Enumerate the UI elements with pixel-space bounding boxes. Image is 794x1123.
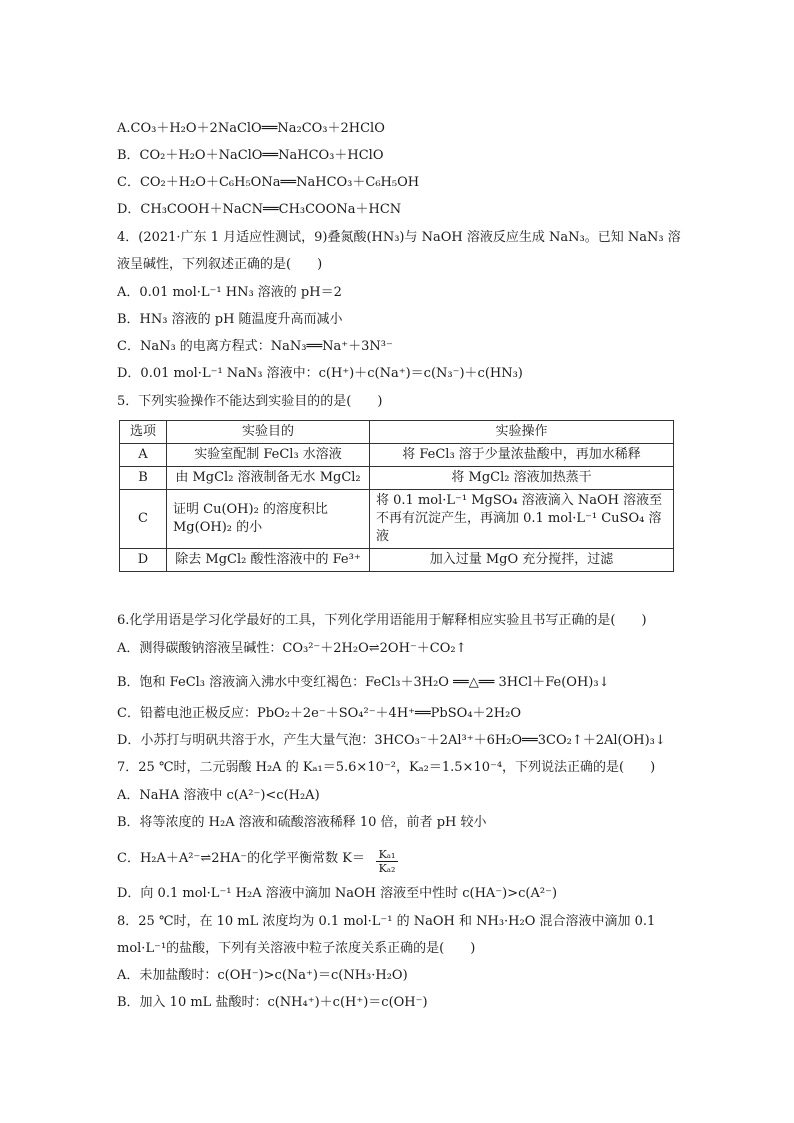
q8-option-a: A．未加盐酸时：c(OH⁻)>c(Na⁺)＝c(NH₃·H₂O) bbox=[117, 968, 408, 983]
q7-option-d: D．向 0.1 mol·L⁻¹ H₂A 溶液中滴加 NaOH 溶液至中性时 c(HA⁻)>c(A²⁻) bbox=[117, 886, 558, 901]
q3-option-b: B．CO₂＋H₂O＋NaClO══NaHCO₃＋HClO bbox=[117, 148, 384, 163]
q3-option-d: D．CH₃COOH＋NaCN══CH₃COONa＋HCN bbox=[117, 202, 402, 217]
q4-stem: 4．(2021·广东 1 月适应性测试，9)叠氮酸(HN₃)与 NaOH 溶液反应生成 NaN₃。已知 NaN₃ 溶 bbox=[117, 230, 681, 245]
q4-option-a: A．0.01 mol·L⁻¹ HN₃ 溶液的 pH＝2 bbox=[117, 285, 342, 300]
table-row bbox=[120, 444, 674, 467]
q4-option-c: C．NaN₃ 的电离方程式：NaN₃══Na⁺＋3N³⁻ bbox=[117, 339, 393, 354]
table-row bbox=[120, 549, 674, 572]
q4-option-b: B．HN₃ 溶液的 pH 随温度升高而减小 bbox=[117, 312, 343, 327]
table-cell-operation: 将 FeCl₃ 溶于少量浓盐酸中，再加水稀释 bbox=[370, 444, 674, 467]
q7-option-c-fraction bbox=[376, 848, 398, 875]
table-cell-operation: 将 0.1 mol·L⁻¹ MgSO₄ 溶液滴入 NaOH 溶液至不再有沉淀产生，再滴加 0.1 mol·L⁻¹ CuSO₄ 溶液 bbox=[370, 490, 674, 549]
table-cell-operation: 将 MgCl₂ 溶液加热蒸干 bbox=[370, 467, 674, 490]
q8-stem-cont: mol·L⁻¹的盐酸，下列有关溶液中粒子浓度关系正确的是( ) bbox=[117, 941, 476, 956]
table-cell-purpose: 实验室配制 FeCl₃ 水溶液 bbox=[167, 444, 370, 467]
q6-stem: 6.化学用语是学习化学最好的工具，下列化学用语能用于解释相应实验且书写正确的是( ) bbox=[117, 613, 647, 628]
q6-option-d: D．小苏打与明矾共溶于水，产生大量气泡：3HCO₃⁻＋2Al³⁺＋6H₂O══3CO₂↑＋2Al(OH)₃↓ bbox=[117, 733, 666, 748]
q3-option-a: A.CO₃＋H₂O＋2NaClO══Na₂CO₃＋2HClO bbox=[117, 121, 385, 136]
table-cell-option: D bbox=[120, 549, 167, 572]
experiment-table bbox=[119, 420, 674, 572]
table-cell-option: A bbox=[120, 444, 167, 467]
table-header-operation: 实验操作 bbox=[370, 421, 674, 444]
q7-option-b: B．将等浓度的 H₂A 溶液和硫酸溶液稀释 10 倍，前者 pH 较小 bbox=[117, 815, 487, 830]
table-cell-option: B bbox=[120, 467, 167, 490]
q8-stem: 8．25 ℃时，在 10 mL 浓度均为 0.1 mol·L⁻¹ 的 NaOH 和 NH₃·H₂O 混合溶液中滴加 0.1 bbox=[117, 914, 656, 929]
q5-stem: 5．下列实验操作不能达到实验目的的是( ) bbox=[117, 394, 383, 409]
fraction-numerator: Kₐ₁ bbox=[378, 848, 396, 861]
table-header-option: 选项 bbox=[120, 421, 167, 444]
q6-option-b: B．饱和 FeCl₃ 溶液滴入沸水中变红褐色：FeCl₃＋3H₂O ══△══ 3HCl＋Fe(OH)₃↓ bbox=[117, 675, 610, 690]
q7-option-a: A．NaHA 溶液中 c(A²⁻)<c(H₂A) bbox=[117, 788, 320, 803]
table-cell-purpose: 除去 MgCl₂ 酸性溶液中的 Fe³⁺ bbox=[167, 549, 370, 572]
table-row bbox=[120, 490, 674, 549]
q4-option-d: D．0.01 mol·L⁻¹ NaN₃ 溶液中：c(H⁺)＋c(Na⁺)＝c(N₃⁻)＋c(HN₃) bbox=[117, 366, 523, 381]
table-header-purpose: 实验目的 bbox=[167, 421, 370, 444]
q7-stem: 7．25 ℃时，二元弱酸 H₂A 的 Kₐ₁＝5.6×10⁻²，Kₐ₂＝1.5×10⁻⁴，下列说法正确的是( ) bbox=[117, 760, 656, 775]
table-row bbox=[120, 467, 674, 490]
q6-option-c: C．铅蓄电池正极反应：PbO₂＋2e⁻＋SO₄²⁻＋4H⁺══PbSO₄＋2H₂O bbox=[117, 706, 522, 721]
q3-option-c: C．CO₂＋H₂O＋C₆H₅ONa══NaHCO₃＋C₆H₅OH bbox=[117, 175, 420, 190]
q6-option-a: A．测得碳酸钠溶液呈碱性：CO₃²⁻＋2H₂O⇌2OH⁻＋CO₂↑ bbox=[117, 641, 467, 656]
table-cell-option: C bbox=[120, 490, 167, 549]
fraction-denominator: Kₐ₂ bbox=[378, 862, 396, 875]
table-cell-purpose: 证明 Cu(OH)₂ 的溶度积比 Mg(OH)₂ 的小 bbox=[167, 490, 370, 549]
table-cell-purpose: 由 MgCl₂ 溶液制备无水 MgCl₂ bbox=[167, 467, 370, 490]
q8-option-b: B．加入 10 mL 盐酸时：c(NH₄⁺)＋c(H⁺)＝c(OH⁻) bbox=[117, 995, 428, 1010]
q7-option-c: C．H₂A＋A²⁻⇌2HA⁻的化学平衡常数 K＝ bbox=[117, 851, 365, 866]
table-header-row bbox=[120, 421, 674, 444]
q4-stem-cont: 液呈碱性，下列叙述正确的是( ) bbox=[117, 257, 323, 272]
table-cell-operation: 加入过量 MgO 充分搅拌，过滤 bbox=[370, 549, 674, 572]
